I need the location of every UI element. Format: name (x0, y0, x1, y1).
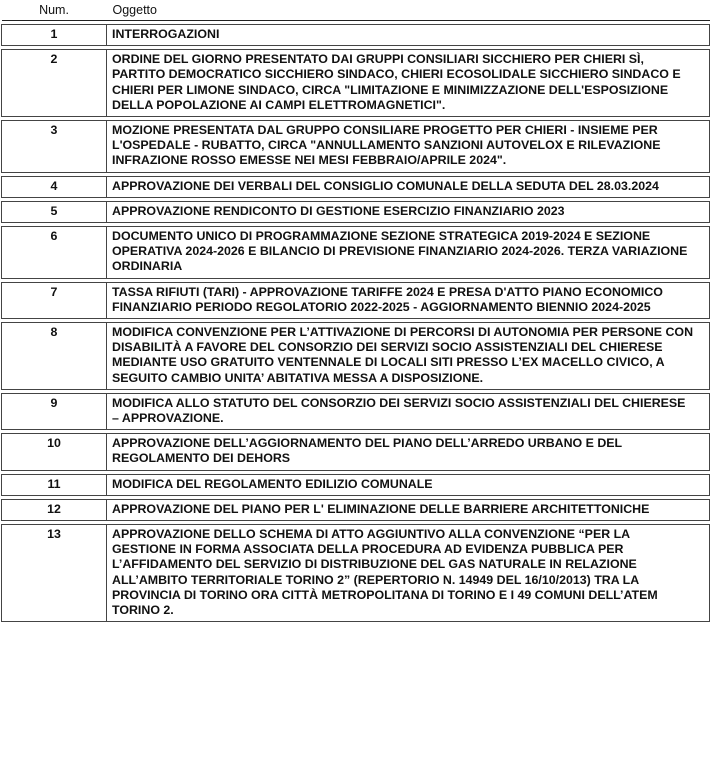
agenda-body (2, 21, 710, 622)
item-subject: ORDINE DEL GIORNO PRESENTATO DAI GRUPPI CONSILIARI SICCHIERO PER CHIERI SÌ, PARTITO DEMOCRATICO SICCHIERO SINDACO, CHIERI ECOSOLIDALE SICCHIERO SINDACO E CHIERI PER LIMONE SINDACO, CIRCA "LIMITAZIONE E MINIMIZZAZIONE DELL'ESPOSIZIONE DELLA POPOLAZIONE AI CAMPI ELETTROMAGNETICI". (107, 50, 710, 117)
item-subject: APPROVAZIONE DEI VERBALI DEL CONSIGLIO COMUNALE DELLA SEDUTA DEL 28.03.2024 (107, 176, 710, 197)
table-row (2, 434, 710, 470)
item-subject: MODIFICA ALLO STATUTO DEL CONSORZIO DEI SERVIZI SOCIO ASSISTENZIALI DEL CHIERESE – APPROVAZIONE. (107, 393, 710, 429)
item-number: 8 (2, 323, 107, 390)
table-row (2, 282, 710, 318)
table-header-row (2, 0, 710, 21)
table-row (2, 201, 710, 222)
item-number: 1 (2, 25, 107, 46)
item-number: 9 (2, 393, 107, 429)
table-row (2, 323, 710, 390)
table-row (2, 50, 710, 117)
table-row (2, 499, 710, 520)
item-subject: APPROVAZIONE DEL PIANO PER L' ELIMINAZIONE DELLE BARRIERE ARCHITETTONICHE (107, 499, 710, 520)
item-number: 12 (2, 499, 107, 520)
item-subject: TASSA RIFIUTI (TARI) - APPROVAZIONE TARIFFE 2024 E PRESA D'ATTO PIANO ECONOMICO FINANZIARIO PERIODO REGOLATORIO 2022-2025 - AGGIORNAMENTO BIENNIO 2024-2025 (107, 282, 710, 318)
item-number: 5 (2, 201, 107, 222)
item-number: 6 (2, 227, 107, 279)
item-subject: MOZIONE PRESENTATA DAL GRUPPO CONSILIARE PROGETTO PER CHIERI - INSIEME PER L'OSPEDALE - RUBATTO, CIRCA "ANNULLAMENTO SANZIONI AUTOVELOX E RILEVAZIONE INFRAZIONE ROSSO EMESSE NEI MESI FEBBRAIO/APRILE 2024". (107, 121, 710, 173)
item-number: 13 (2, 525, 107, 622)
item-subject: APPROVAZIONE DELLO SCHEMA DI ATTO AGGIUNTIVO ALLA CONVENZIONE “PER LA GESTIONE IN FORMA ASSOCIATA DELLA PROCEDURA AD EVIDENZA PUBBLICA PER L’AFFIDAMENTO DEL SERVIZIO DI DISTRIBUZIONE DEL GAS NATURALE IN RELAZIONE ALL’AMBITO TERRITORIALE TORINO 2” (REPERTORIO N. 14949 DEL 16/10/2013) TRA LA PROVINCIA DI TORINO ORA CITTÀ METROPOLITANA DI TORINO E I 49 COMUNI DELL’ATEM TORINO 2. (107, 525, 710, 622)
item-subject: INTERROGAZIONI (107, 25, 710, 46)
item-subject: APPROVAZIONE DELL’AGGIORNAMENTO DEL PIANO DELL’ARREDO URBANO E DEL REGOLAMENTO DEI DEHORS (107, 434, 710, 470)
item-number: 10 (2, 434, 107, 470)
agenda-table (1, 0, 710, 622)
item-subject: MODIFICA CONVENZIONE PER L’ATTIVAZIONE DI PERCORSI DI AUTONOMIA PER PERSONE CON DISABILITÀ A FAVORE DEL CONSORZIO DEI SERVIZI SOCIO ASSISTENZIALI DEL CHIERESE MEDIANTE USO GRATUITO VENTENNALE DI LOCALI SITI PRESSO L’EX MACELLO CIVICO, A SEGUITO CAMBIO UNITA’ ABITATIVA MESSA A DISPOSIZIONE. (107, 323, 710, 390)
item-number: 4 (2, 176, 107, 197)
item-subject: MODIFICA DEL REGOLAMENTO EDILIZIO COMUNALE (107, 474, 710, 495)
table-row (2, 525, 710, 622)
item-number: 11 (2, 474, 107, 495)
table-row (2, 393, 710, 429)
table-row (2, 176, 710, 197)
table-row (2, 474, 710, 495)
table-row (2, 25, 710, 46)
item-subject: APPROVAZIONE RENDICONTO DI GESTIONE ESERCIZIO FINANZIARIO 2023 (107, 201, 710, 222)
item-number: 7 (2, 282, 107, 318)
table-row (2, 121, 710, 173)
table-row (2, 227, 710, 279)
item-subject: DOCUMENTO UNICO DI PROGRAMMAZIONE SEZIONE STRATEGICA 2019-2024 E SEZIONE OPERATIVA 2024-2026 E BILANCIO DI PREVISIONE FINANZIARIO 2024-2026. TERZA VARIAZIONE ORDINARIA (107, 227, 710, 279)
header-subject: Oggetto (107, 0, 710, 21)
item-number: 3 (2, 121, 107, 173)
item-number: 2 (2, 50, 107, 117)
header-num: Num. (2, 0, 107, 21)
